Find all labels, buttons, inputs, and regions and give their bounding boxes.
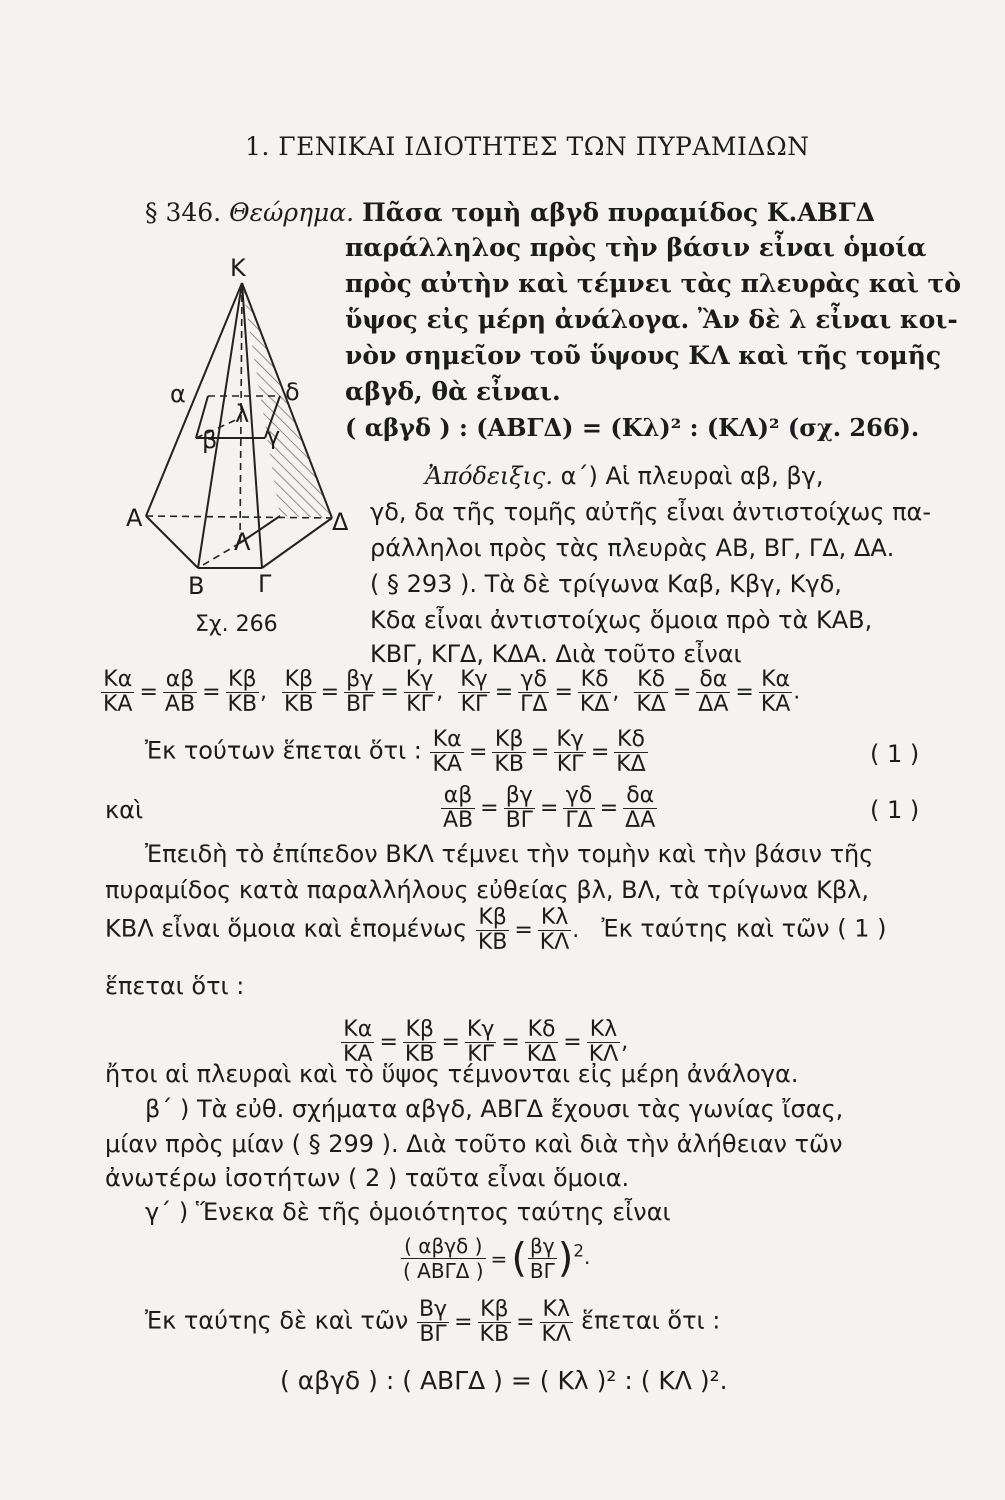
exponent: 2	[573, 1241, 585, 1261]
paragraph-line: ἤτοι αἱ πλευραὶ καὶ τὸ ὕψος τέμνονται εἰς μέρη ἀνάλογα.	[105, 1060, 799, 1088]
theorem-line: Πᾶσα τομὴ αβγδ πυραμίδος Κ.ΑΒΓΔ	[362, 198, 875, 227]
theorem-label: Θεώρημα.	[229, 198, 355, 227]
eq-intro: Ἐκ τούτων ἕπεται ὅτι :	[145, 736, 422, 765]
label-Lambda: Λ	[234, 528, 251, 556]
equation-similar-triangles: $\frac{K\alpha}{KA}$ = $\frac{\alpha\beta}{AB}$ = $\frac{K\beta}{KB}$ , $\frac{K\beta}{KB}$ = $\frac{\beta\gamma}{B\Gamma}$ = $\frac{K\gamma}{K\Gamma}$ , $\frac{K\gamma}{K\Gamma}$ = $\frac{\gamma\delta}{\Gamma\Delta}$ = $\frac{K\delta}{K\Delta}$ , $\frac{K\delta}{K\Delta}$ = $\frac{\delta\alpha}{\Delta A}$ = $\frac{K\alpha}{KA}$ .	[103, 667, 801, 717]
fraction: $\frac{\beta\gamma}{B\Gamma}$	[505, 783, 533, 833]
paragraph-line: μίαν πρὸς μίαν ( § 299 ). Διὰ τοῦτο καὶ διὰ τὴν ἀλήθειαν τῶν	[105, 1130, 843, 1158]
label-K: K	[230, 254, 246, 282]
section-title: 1. ΓΕΝΙΚΑΙ ΙΔΙΟΤΗΤΕΣ ΤΩΝ ΠΥΡΑΜΙΔΩΝ	[245, 132, 810, 161]
fraction: $\frac{K\gamma}{K\Gamma}$	[405, 667, 434, 717]
proof-line: ( § 293 ). Τὰ δὲ τρίγωνα Καβ, Κβγ, Κγδ,	[370, 570, 842, 598]
fraction: $\frac{K\delta}{K\Delta}$	[616, 727, 646, 777]
fraction: $\frac{\gamma\delta}{\Gamma\Delta}$	[520, 667, 548, 717]
fraction: $\frac{\delta\alpha}{\Delta A}$	[625, 783, 656, 833]
label-delta: δ	[285, 378, 300, 406]
theorem-header	[145, 198, 875, 227]
proof-label: Ἀπόδειξις.	[425, 462, 553, 490]
theorem-line: παράλληλος πρὸς τὴν βάσιν εἶναι ὁμοία	[345, 233, 927, 262]
proof-line: ΚΒΓ, ΚΓΔ, ΚΔΑ. Διὰ τοῦτο εἶναι	[370, 640, 742, 668]
figure-caption: Σχ. 266	[195, 612, 278, 637]
fraction: $\frac{\text{( αβγδ )}}{\text{( ΑΒΓΔ )}}$	[403, 1234, 484, 1283]
fraction: $\frac{\beta\gamma}{B\Gamma}$	[529, 1234, 555, 1283]
fraction: $\frac{K\gamma}{K\Gamma}$	[460, 667, 488, 717]
fraction: $\frac{K\beta}{KB}$	[284, 667, 314, 717]
fraction: $\frac{K\alpha}{KA}$	[343, 1017, 373, 1067]
theorem-line: πρὸς αὐτὴν καὶ τέμνει τὰς πλευρὰς καὶ τὸ	[345, 269, 962, 298]
fraction: $\frac{K\alpha}{KA}$	[760, 667, 791, 717]
fraction: $\frac{K\lambda}{K\Lambda}$	[539, 905, 570, 955]
fraction: $\frac{\alpha\beta}{AB}$	[443, 783, 474, 833]
fraction: $\frac{K\delta}{K\Delta}$	[636, 667, 666, 717]
label-B: B	[188, 572, 205, 600]
fraction: $\frac{K\beta}{KB}$	[477, 905, 508, 955]
proof-text: α΄) Αἱ πλευραὶ αβ, βγ,	[560, 462, 824, 490]
fraction: $\frac{K\alpha}{KA}$	[432, 727, 462, 777]
theorem-formula: ( αβγδ ) : (ΑΒΓΔ) = (Κλ)² : (ΚΛ)² (σχ. 266).	[345, 413, 920, 442]
fraction: $\frac{\beta\gamma}{B\Gamma}$	[346, 667, 374, 717]
label-lambda: λ	[235, 400, 250, 428]
fraction: $\frac{K\beta}{KB}$	[404, 1017, 435, 1067]
proof-line: ράλληλοι πρὸς τὰς πλευρὰς ΑΒ, ΒΓ, ΓΔ, ΔΑ.	[370, 534, 895, 562]
fraction: $\frac{K\delta}{K\Delta}$	[579, 667, 610, 717]
label-Delta: Δ	[332, 508, 349, 536]
paragraph-line: ἕπεται ὅτι :	[105, 972, 245, 1000]
paragraph-line: Ἐπειδὴ τὸ ἐπίπεδον ΒΚΛ τέμνει τὴν τομὴν καὶ τὴν βάσιν τῆς	[145, 840, 874, 868]
proof-line: Κδα εἶναι ἀντιστοίχως ὅμοια πρὸ τὰ ΚΑΒ,	[370, 606, 873, 634]
fraction: $\frac{\gamma\delta}{\Gamma\Delta}$	[565, 783, 593, 833]
pyramid-figure	[120, 248, 360, 618]
theorem-line: αβγδ, θὰ εἶναι.	[345, 377, 561, 406]
paragraph-line: β΄ ) Τὰ εὐθ. σχήματα αβγδ, ΑΒΓΔ ἔχουσι τὰς γωνίας ἴσας,	[145, 1095, 844, 1123]
fraction: $\frac{K\gamma}{K\Gamma}$	[466, 1017, 495, 1067]
paragraph-line: ἀνωτέρω ἰσοτήτων ( 2 ) ταῦτα εἶναι ὅμοια.	[105, 1164, 630, 1192]
fraction: $\frac{K\lambda}{K\Lambda}$	[588, 1017, 619, 1067]
proof-line: γδ, δα τῆς τομῆς αὐτῆς εἶναι ἀντιστοίχως πα-	[370, 498, 931, 526]
fraction: $\frac{K\beta}{KB}$	[494, 727, 524, 777]
label-gamma: γ	[266, 422, 281, 450]
fraction: $\frac{K\delta}{K\Delta}$	[526, 1017, 557, 1067]
label-A: A	[126, 504, 143, 532]
paragraph-line: Ἐκ ταύτης δὲ καὶ τῶν $\frac{B\gamma}{B\Gamma}$ = $\frac{K\beta}{KB}$ = $\frac{K\lambda}{K\Lambda}$ ἕπεται ὅτι :	[145, 1297, 721, 1347]
paragraph-line: γ΄ ) Ἕνεκα δὲ τῆς ὁμοιότητος ταύτης εἶναι	[145, 1198, 671, 1226]
equation-area-ratio: $\frac{\text{( αβγδ )}}{\text{( ΑΒΓΔ )}}$ = ( $\frac{\beta\gamma}{B\Gamma}$ )$^2$.	[403, 1234, 591, 1283]
equation-tag: ( 1 )	[870, 740, 920, 768]
proof-line	[425, 462, 823, 490]
equation-line: $\frac{\alpha\beta}{AB}$ = $\frac{\beta\gamma}{B\Gamma}$ = $\frac{\gamma\delta}{\Gamma\Delta}$ = $\frac{\delta\alpha}{\Delta A}$	[443, 783, 656, 833]
equation-intro: καὶ	[105, 796, 144, 824]
fraction: $\frac{\delta\alpha}{\Delta A}$	[698, 667, 729, 717]
fraction: $\frac{B\gamma}{B\Gamma}$	[418, 1297, 448, 1347]
theorem-line: νὸν σημεῖον τοῦ ὕψους ΚΛ καὶ τῆς τομῆς	[345, 341, 942, 370]
label-alpha: α	[170, 380, 186, 408]
label-Gamma: Γ	[258, 570, 272, 598]
fraction: $\frac{K\beta}{KB}$	[479, 1297, 510, 1347]
fraction: $\frac{K\lambda}{K\Lambda}$	[541, 1297, 571, 1347]
paragraph-line: ΚΒΛ εἶναι ὅμοια καὶ ἑπομένως $\frac{K\beta}{KB}$ = $\frac{K\lambda}{K\Lambda}$ . Ἐκ ταύτης καὶ τῶν ( 1 )	[105, 905, 887, 955]
fraction: $\frac{\alpha\beta}{AB}$	[164, 667, 196, 717]
fraction: $\frac{K\gamma}{K\Gamma}$	[556, 727, 584, 777]
theorem-number: § 346.	[145, 198, 222, 227]
equation-proportion: $\frac{K\alpha}{KA}$ = $\frac{K\beta}{KB}$ = $\frac{K\gamma}{K\Gamma}$ = $\frac{K\delta}{K\Delta}$ = $\frac{K\lambda}{K\Lambda}$ ,	[343, 1017, 629, 1067]
fraction: $\frac{K\beta}{KB}$	[227, 667, 258, 717]
label-beta: β	[202, 426, 218, 454]
fraction: $\frac{K\alpha}{KA}$	[103, 667, 133, 717]
equation-tag: ( 1 )	[870, 796, 920, 824]
equation-line: Ἐκ τούτων ἕπεται ὅτι : $\frac{K\alpha}{KA}$ = $\frac{K\beta}{KB}$ = $\frac{K\gamma}{K\Gamma}$ = $\frac{K\delta}{K\Delta}$	[145, 727, 646, 777]
theorem-line: ὕψος εἰς μέρη ἀνάλογα. Ἂν δὲ λ εἶναι κοι-	[345, 305, 958, 334]
final-result: ( αβγδ ) : ( ΑΒΓΔ ) = ( Κλ )² : ( ΚΛ )².	[280, 1366, 728, 1395]
paragraph-line: πυραμίδος κατὰ παραλλήλους εὐθείας βλ, ΒΛ, τὰ τρίγωνα Κβλ,	[105, 876, 869, 904]
